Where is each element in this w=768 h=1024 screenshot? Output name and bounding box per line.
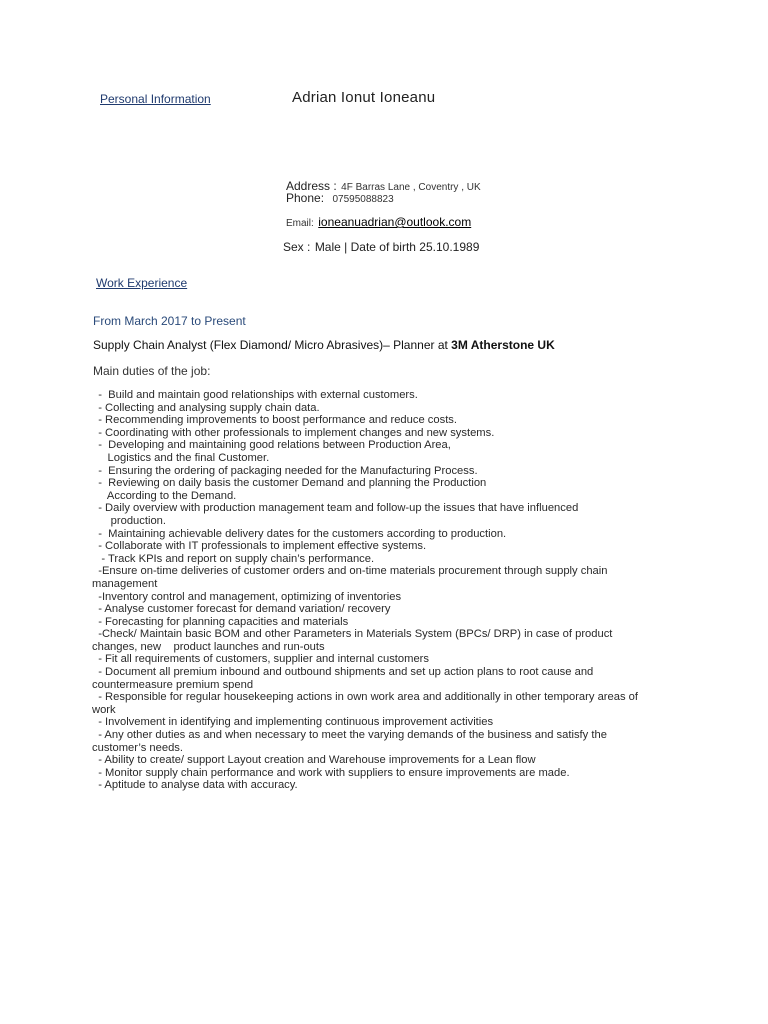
duty-line: - Ability to create/ support Layout creation and Warehouse improvements for a Lean flow bbox=[92, 754, 536, 767]
work-experience-link[interactable]: Work Experience bbox=[96, 276, 188, 290]
sex-dob-value: Male | Date of birth 25.10.1989 bbox=[314, 240, 480, 254]
phone-value: 07595088823 bbox=[332, 194, 394, 205]
duty-line: - Collaborate with IT professionals to implement effective systems. bbox=[92, 540, 427, 553]
job-title-role: Supply Chain Analyst (Flex Diamond/ Micro Abrasives)– Planner at bbox=[93, 338, 452, 352]
duty-line: - Aptitude to analyse data with accuracy. bbox=[92, 779, 298, 792]
duty-line: - Recommending improvements to boost performance and reduce costs. bbox=[92, 414, 458, 427]
email-label: Email: bbox=[286, 218, 314, 229]
duty-line: - Ensuring the ordering of packaging needed for the Manufacturing Process. bbox=[92, 464, 478, 477]
address-label: Address : bbox=[286, 179, 337, 193]
phone-line bbox=[286, 189, 394, 207]
duty-line: According to the Demand. bbox=[92, 489, 237, 502]
sex-dob-line bbox=[283, 238, 479, 256]
duty-line: customer’s needs. bbox=[92, 741, 183, 754]
duty-line: - Developing and maintaining good relations between Production Area, bbox=[92, 439, 451, 452]
duty-line: - Responsible for regular housekeeping actions in own work area and additionally in other temporary areas of bbox=[92, 691, 639, 704]
duties-list bbox=[92, 389, 668, 792]
duty-line: - Daily overview with production management team and follow-up the issues that have influenced bbox=[92, 502, 579, 515]
duty-line: -Ensure on-time deliveries of customer orders and on-time materials procurement through supply chain bbox=[92, 565, 608, 578]
duty-line: production. bbox=[92, 514, 167, 527]
duty-line: Logistics and the final Customer. bbox=[92, 451, 270, 464]
email-link[interactable]: ioneanuadrian@outlook.com bbox=[318, 215, 472, 229]
duty-line: countermeasure premium spend bbox=[92, 678, 254, 691]
duties-heading: Main duties of the job: bbox=[93, 364, 211, 378]
duty-line: -Check/ Maintain basic BOM and other Parameters in Materials System (BPCs/ DRP) in case of product bbox=[92, 628, 613, 641]
address-value: 4F Barras Lane , Coventry , UK bbox=[341, 182, 481, 193]
duty-line: - Monitor supply chain performance and work with suppliers to ensure improvements are made. bbox=[92, 766, 570, 779]
duty-line: work bbox=[92, 703, 116, 716]
personal-information-link[interactable]: Personal Information bbox=[100, 92, 211, 106]
duty-line: - Any other duties as and when necessary to meet the varying demands of the business and satisfy the bbox=[92, 729, 607, 742]
duty-line: -Inventory control and management, optimizing of inventories bbox=[92, 590, 402, 603]
duty-line: - Fit all requirements of customers, supplier and internal customers bbox=[92, 653, 430, 666]
email-line bbox=[286, 213, 471, 231]
duty-line: - Analyse customer forecast for demand variation/ recovery bbox=[92, 603, 391, 616]
job-title-company: 3M Atherstone UK bbox=[451, 338, 555, 352]
duty-line: - Involvement in identifying and implementing continuous improvement activities bbox=[92, 716, 494, 729]
duty-line: - Collecting and analysing supply chain data. bbox=[92, 401, 320, 414]
duty-line: management bbox=[92, 577, 158, 590]
employment-period: From March 2017 to Present bbox=[93, 314, 246, 328]
sex-label: Sex : bbox=[283, 240, 311, 254]
job-title bbox=[93, 338, 555, 352]
duty-line: changes, new product launches and run-outs bbox=[92, 640, 325, 653]
duty-line: - Reviewing on daily basis the customer Demand and planning the Production bbox=[92, 477, 487, 490]
duty-line: - Forecasting for planning capacities and materials bbox=[92, 615, 349, 628]
phone-label: Phone: bbox=[286, 191, 325, 205]
duty-line: - Track KPIs and report on supply chain’s performance. bbox=[92, 552, 375, 565]
duty-line: - Maintaining achievable delivery dates for the customers according to production. bbox=[92, 527, 507, 540]
duty-line: - Document all premium inbound and outbound shipments and set up action plans to root cause and bbox=[92, 666, 594, 679]
duty-line: - Build and maintain good relationships with external customers. bbox=[92, 389, 418, 401]
duty-line: - Coordinating with other professionals to implement changes and new systems. bbox=[92, 426, 495, 439]
person-name: Adrian Ionut Ioneanu bbox=[292, 89, 436, 106]
